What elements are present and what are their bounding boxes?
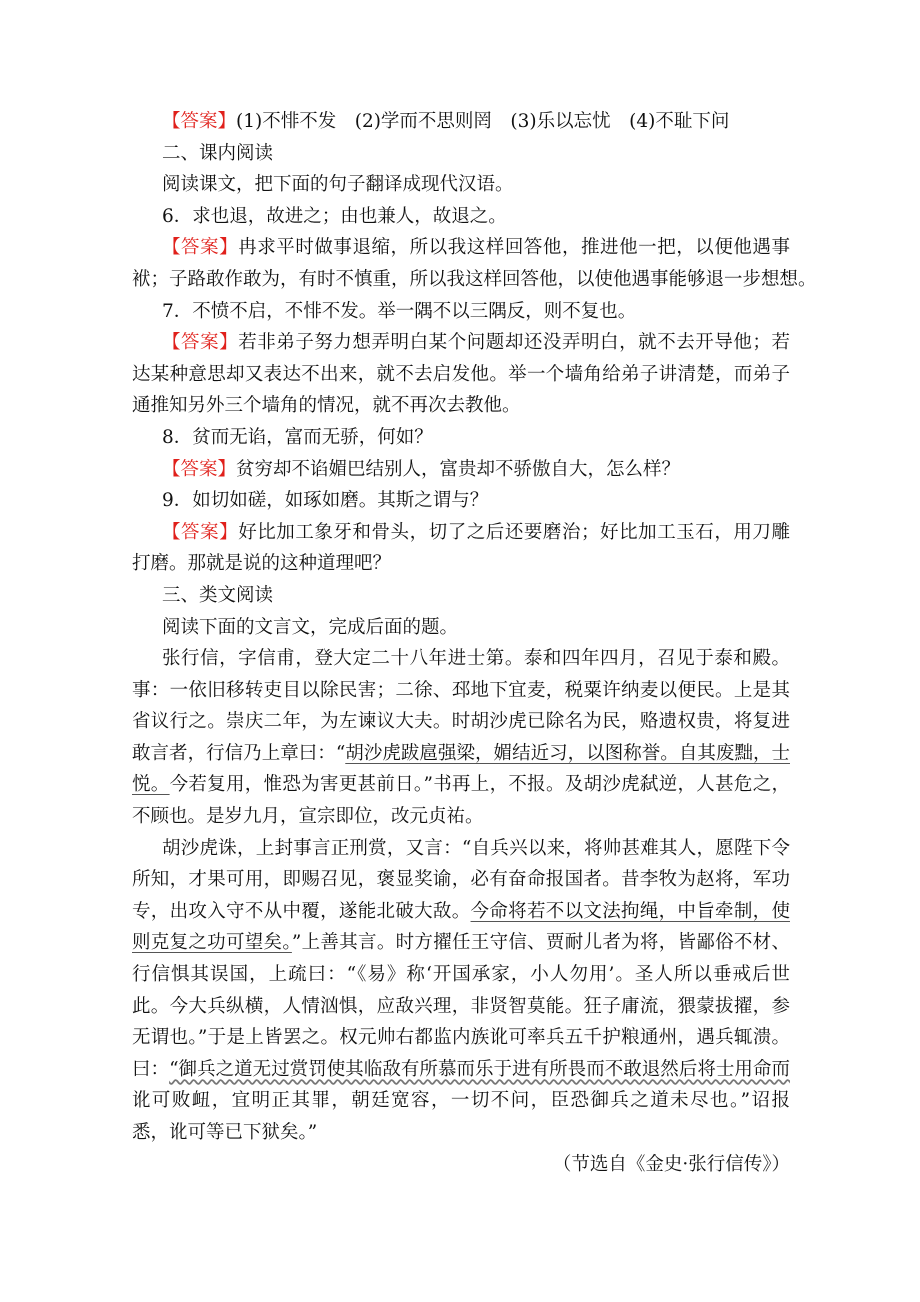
text-line [132, 201, 790, 233]
text-segment: ”上善其言。时方擢任王守信、贾耐儿者为将，皆鄙俗不材、 [291, 932, 790, 954]
answer-label: 【答案】 [162, 111, 237, 132]
text-segment: 事：一依旧移转吏目以除民害；二徐、邳地下宜麦，税粟许纳麦以便民。上是其 [132, 679, 790, 701]
text-segment: 8．贫而无谄，富而无骄，何如？ [162, 426, 433, 448]
text-line [132, 264, 817, 296]
text-segment: 不顾也。是岁九月，宣宗即位，改元贞祐。 [132, 806, 484, 828]
underlined-text: 胡沙虎跋扈强梁，媚结近习，以图称誉。自其废黜，士 [345, 742, 790, 764]
underlined-text: 悦。 [132, 774, 170, 796]
text-line [132, 422, 790, 454]
text-segment: (1)不悱不发 (2)学而不思则罔 (3)乐以忘忧 (4)不耻下问 [236, 111, 730, 132]
text-segment: 讹可败衄，宜明正其罪，朝廷宽容，一切不问，臣恐御兵之道未尽也。”诏报 [132, 1090, 790, 1112]
text-segment: 专，出攻入守不从中覆，遂能北破大敌。 [132, 900, 471, 922]
text-line [132, 169, 790, 201]
text-segment: 张行信，字信甫，登大定二十八年进士第。泰和四年四月，召见于泰和殿。 [162, 648, 790, 670]
text-segment: 胡沙虎诛，上封事言正刑赏，又言：“自兵兴以来，将帅甚难其人，愿陛下令 [162, 837, 790, 859]
answer-label: 【答案】 [162, 237, 239, 259]
text-segment: 敢言者，行信乃上章曰：“ [132, 742, 346, 764]
text-line [132, 769, 790, 801]
text-segment: 打磨。那就是说的这种道理吧？ [132, 553, 392, 575]
text-segment: 贫穷却不谄媚巴结别人，富贵却不骄傲自大，怎么样？ [236, 458, 681, 480]
text-segment: 若非弟子努力想弄明白某个问题却还没弄明白，就不去开导他；若 [238, 332, 790, 354]
text-line [132, 1117, 790, 1149]
text-line [132, 927, 790, 959]
text-segment: 9．如切如磋，如琢如磨。其斯之谓与？ [162, 490, 489, 512]
text-line [132, 390, 790, 422]
text-segment: 阅读下面的文言文，完成后面的题。 [162, 616, 459, 638]
answer-label: 【答案】 [162, 521, 239, 543]
source-citation [132, 1149, 790, 1181]
text-line [132, 517, 790, 549]
text-line [132, 454, 790, 486]
text-line [132, 548, 790, 580]
text-line [132, 359, 790, 391]
text-segment: 阅读课文，把下面的句子翻译成现代汉语。 [162, 174, 514, 196]
text-segment: （节选自《金史·张行信传》） [552, 1153, 790, 1175]
document-body [132, 106, 817, 1180]
text-line [132, 296, 790, 328]
text-line [132, 612, 790, 644]
text-line [132, 580, 790, 612]
text-line [132, 232, 790, 264]
text-line [132, 864, 790, 896]
text-segment: 悉，讹可等已下狱矣。” [132, 1122, 318, 1143]
underlined-text: 则克复之功可望矣。 [132, 932, 292, 954]
text-segment: 无谓也。”于是上皆罢之。权元帅右都监内族讹可率兵五千护粮通州，遇兵辄溃。 [132, 1027, 790, 1049]
text-line [132, 706, 790, 738]
text-line [132, 643, 790, 675]
text-segment: 袱；子路敢作敢为，有时不慎重，所以我这样回答他，以使他遇事能够退一步想想。 [132, 268, 817, 290]
text-line [132, 1085, 790, 1117]
text-segment: 6．求也退，故进之；由也兼人，故退之。 [162, 205, 507, 227]
text-segment: 此。今大兵纵横，人情汹惧，应敌兴理，非贤智莫能。狂子庸流，猥蒙拔擢，参 [132, 995, 790, 1017]
text-segment: 达某种意思却又表达不出来，就不去启发他。举一个墙角给弟子讲清楚，而弟子 [132, 363, 790, 385]
text-segment: 所知，才果可用，即赐召见，褒显奖谕，必有奋命报国者。昔李牧为赵将，军功 [132, 869, 790, 891]
text-line [132, 801, 790, 833]
text-segment: 三、类文阅读 [162, 584, 274, 606]
text-segment: 行信惧其误国，上疏曰：“《易》称‘开国承家，小人勿用’。圣人所以垂戒后世 [132, 964, 790, 986]
text-line [132, 833, 790, 865]
answer-label: 【答案】 [162, 332, 239, 354]
answer-label: 【答案】 [162, 458, 237, 480]
text-segment: 二、课内阅读 [162, 142, 274, 164]
text-line [132, 1054, 790, 1086]
text-line [132, 106, 790, 138]
text-line [132, 896, 790, 928]
text-segment: 今若复用，惟恐为害更甚前日。”书再上，不报。及胡沙虎弑逆，人甚危之， [169, 774, 790, 796]
text-line [132, 1022, 790, 1054]
text-line [132, 991, 790, 1023]
underlined-text: 今命将若不以文法拘绳，中旨牵制，使 [470, 900, 790, 922]
text-line [132, 959, 790, 991]
text-segment: 曰： [132, 1058, 170, 1080]
text-line [132, 327, 790, 359]
text-segment: 7．不愤不启，不悱不发。举一隅不以三隅反，则不复也。 [162, 300, 637, 322]
text-segment: 好比加工象牙和骨头，切了之后还要磨治；好比加工玉石，用刀雕 [238, 521, 790, 543]
text-segment: 省议行之。崇庆二年，为左谏议大夫。时胡沙虎已除名为民，赂遗权贵，将复进 [132, 711, 790, 733]
text-line [132, 738, 790, 770]
text-line [132, 485, 790, 517]
text-segment: 通推知另外三个墙角的情况，就不再次去教他。 [132, 395, 521, 417]
text-line [132, 138, 790, 170]
text-line [132, 675, 790, 707]
text-segment: 冉求平时做事退缩，所以我这样回答他，推进他一把，以便他遇事 [238, 237, 790, 259]
underlined-text: “御兵之道无过赏罚使其临敌有所慕而乐于进有所畏而不敢退然后将士用命而 [169, 1058, 790, 1080]
